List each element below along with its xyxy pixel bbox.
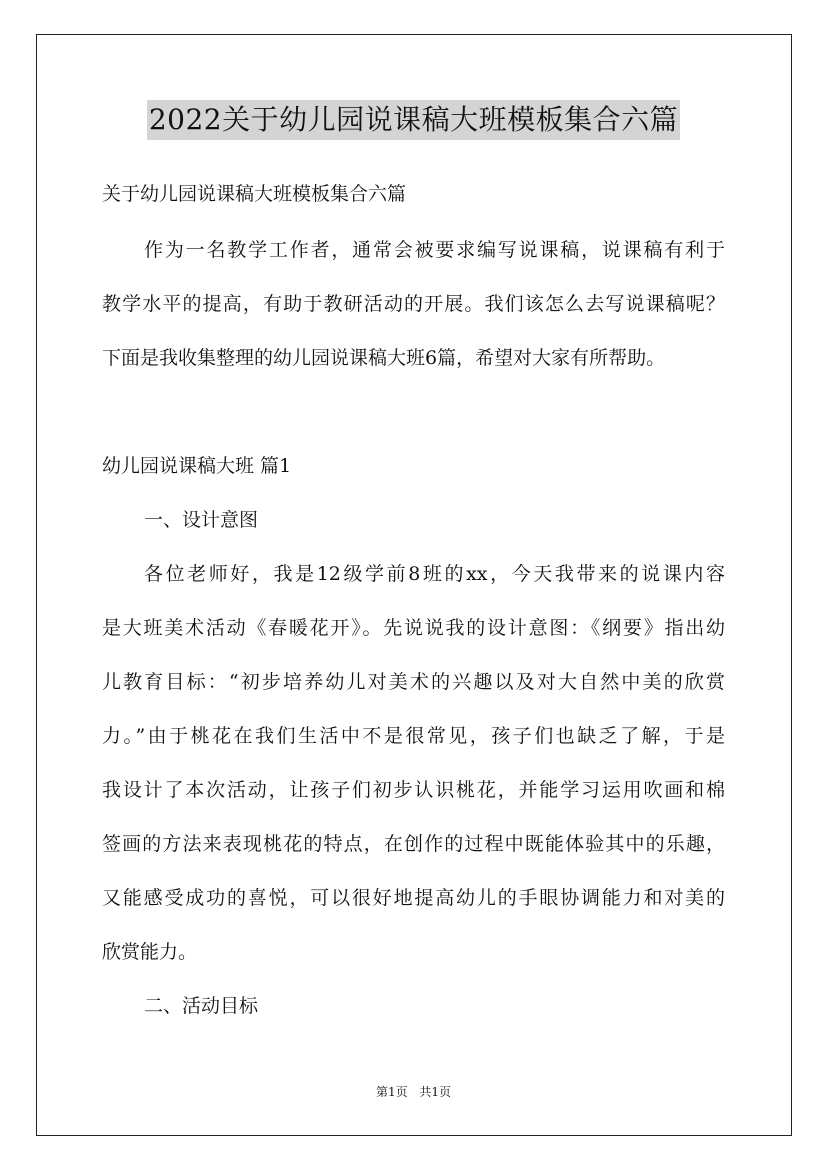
part1-line-3: 儿教育目标：“初步培养幼儿对美术的兴趣以及对大自然中美的欣赏: [102, 671, 725, 693]
page-footer: [0, 1083, 827, 1100]
section-heading: 幼儿园说课稿大班 篇1: [102, 455, 292, 477]
part1-line-6: 签画的方法来表现桃花的特点，在创作的过程中既能体验其中的乐趣，: [102, 833, 725, 855]
part1-line-1: 各位老师好，我是12级学前8班的xx，今天我带来的说课内容: [144, 563, 725, 585]
part1-line-8: 欣赏能力。: [102, 941, 198, 963]
document-title: 2022关于幼儿园说课稿大班模板集合六篇: [147, 100, 680, 140]
intro-line-1: 作为一名教学工作者，通常会被要求编写说课稿，说课稿有利于: [144, 239, 725, 261]
page-number-total: 共1页: [419, 1085, 452, 1099]
intro-line-3: 下面是我收集整理的幼儿园说课稿大班6篇，希望对大家有所帮助。: [102, 347, 666, 369]
part1-line-4: 力。”由于桃花在我们生活中不是很常见，孩子们也缺乏了解，于是: [102, 725, 725, 747]
part1-line-7: 又能感受成功的喜悦，可以很好地提高幼儿的手眼协调能力和对美的: [102, 887, 725, 909]
intro-line-2: 教学水平的提高，有助于教研活动的开展。我们该怎么去写说课稿呢？: [102, 293, 725, 315]
part1-line-5: 我设计了本次活动，让孩子们初步认识桃花，并能学习运用吹画和棉: [102, 779, 725, 801]
title-container: [0, 100, 827, 140]
part1-heading: 一、设计意图: [144, 509, 259, 531]
document-subtitle: 关于幼儿园说课稿大班模板集合六篇: [102, 183, 407, 205]
part1-line-2: 是大班美术活动《春暖花开》。先说说我的设计意图：《纲要》指出幼: [102, 617, 725, 639]
page-number-current: 第1页: [375, 1085, 408, 1099]
part2-heading: 二、活动目标: [144, 995, 259, 1017]
